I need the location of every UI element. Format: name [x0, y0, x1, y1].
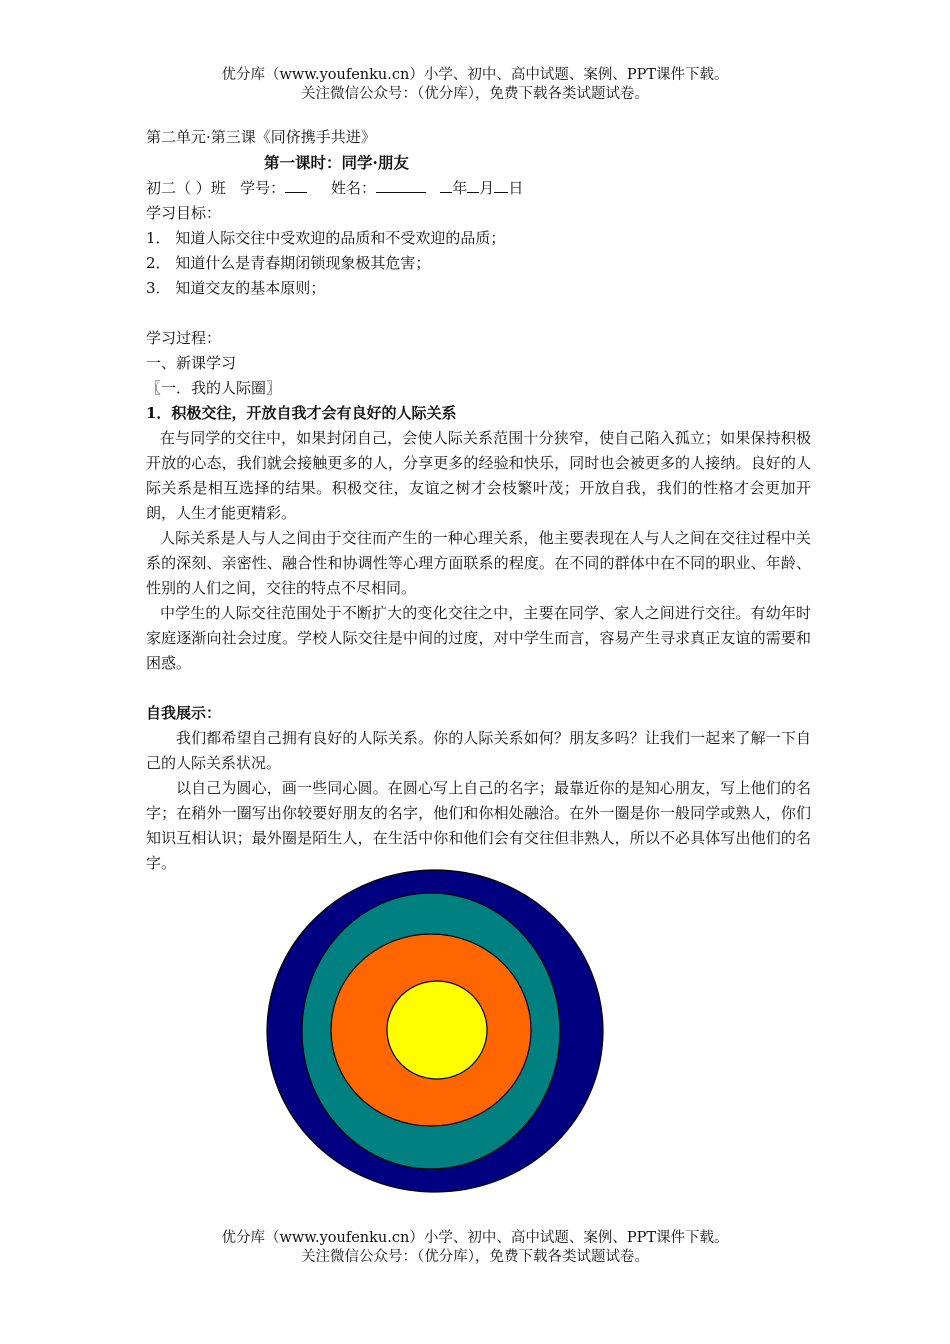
subsection-title: 〖一．我的人际圈〗 — [146, 379, 282, 397]
id-blank[interactable] — [285, 175, 307, 193]
paragraph-1: 在与同学的交往中，如果封闭自己，会使人际关系范围十分狭窄，使自己陷入孤立；如果保持积极开放的心态，我们就会接触更多的人，分享更多的经验和快乐，同时也会被更多的人接纳。良好的人际关系是相互选择的结果。积极交往，友谊之树才会枝繁叶茂；开放自我，我们的性格才会更加开朗，人生才能更精彩。 — [146, 429, 811, 522]
paragraph-4: 我们都希望自己拥有良好的人际关系。你的人际关系如何？朋友多吗？让我们一起来了解一下自己的人际关系状况。 — [146, 729, 811, 772]
concentric-circles-diagram — [265, 868, 605, 1194]
footer-line-2: 关注微信公众号：（优分库），免费下载各类试题试卷。 — [301, 1249, 649, 1265]
goal-item-2: 2． 知道什么是青春期闭锁现象极其危害； — [146, 254, 431, 272]
lesson-title: 第一课时：同学·朋友 — [264, 153, 409, 172]
goals-title: 学习目标： — [146, 204, 222, 222]
year-blank[interactable] — [440, 175, 452, 193]
process-title: 学习过程： — [146, 329, 222, 347]
footer-line-1: 优分库（www.youfenku.cn）小学、初中、高中试题、案例、PPT课件下载。 — [221, 1230, 729, 1246]
page-header — [0, 66, 950, 104]
section-title: 一、新课学习 — [146, 354, 237, 372]
page-footer — [0, 1229, 950, 1267]
id-label: 学号： — [240, 179, 286, 197]
name-label: 姓名： — [330, 179, 376, 197]
name-blank[interactable] — [376, 175, 426, 193]
paragraph-5: 以自己为圆心，画一些同心圆。在圆心写上自己的名字；最靠近你的是知心朋友，写上他们的名字；在稍外一圈写出你较要好朋友的名字，他们和你相处融洽。在外一圈是你一般同学或熟人，你们知识互相认识；最外圈是陌生人，在生活中你和他们会有交往但非熟人，所以不必具体写出他们的名字。 — [146, 779, 811, 872]
paragraph-3: 中学生的人际交往范围处于不断扩大的变化交往之中，主要在同学、家人之间进行交往。有幼年时家庭逐渐向社会过度。学校人际交往是中间的过度，对中学生而言，容易产生寻求真正友谊的需要和困惑。 — [146, 604, 811, 672]
month-label: 月 — [479, 179, 495, 197]
point-heading: 1．积极交往，开放自我才会有良好的人际关系 — [146, 404, 457, 422]
goal-item-3: 3． 知道交友的基本原则； — [146, 279, 326, 297]
spacer — [146, 676, 811, 701]
class-label: 初二（ ）班 — [146, 179, 226, 197]
spacer — [146, 301, 811, 326]
year-label: 年 — [452, 179, 468, 197]
day-blank[interactable] — [494, 175, 508, 193]
header-line-2: 关注微信公众号：（优分库），免费下载各类试题试卷。 — [301, 86, 649, 102]
header-line-1: 优分库（www.youfenku.cn）小学、初中、高中试题、案例、PPT课件下载。 — [221, 67, 729, 83]
paragraph-2: 人际关系是人与人之间由于交往而产生的一种心理关系，他主要表现在人与人之间在交往过程中关系的深刻、亲密性、融合性和协调性等心理方面联系的程度。在不同的群体中在不同的职业、年龄、性别的人们之间，交往的特点不尽相同。 — [146, 529, 811, 597]
unit-title: 第二单元·第三课《同侪携手共进》 — [146, 128, 376, 146]
circle-center-self — [387, 981, 487, 1079]
document-body — [146, 125, 811, 876]
goal-item-1: 1． 知道人际交往中受欢迎的品质和不受欢迎的品质； — [146, 229, 506, 247]
student-info-line — [146, 175, 811, 201]
month-blank[interactable] — [467, 175, 479, 193]
day-label: 日 — [508, 179, 524, 197]
self-display-title: 自我展示： — [146, 704, 222, 722]
